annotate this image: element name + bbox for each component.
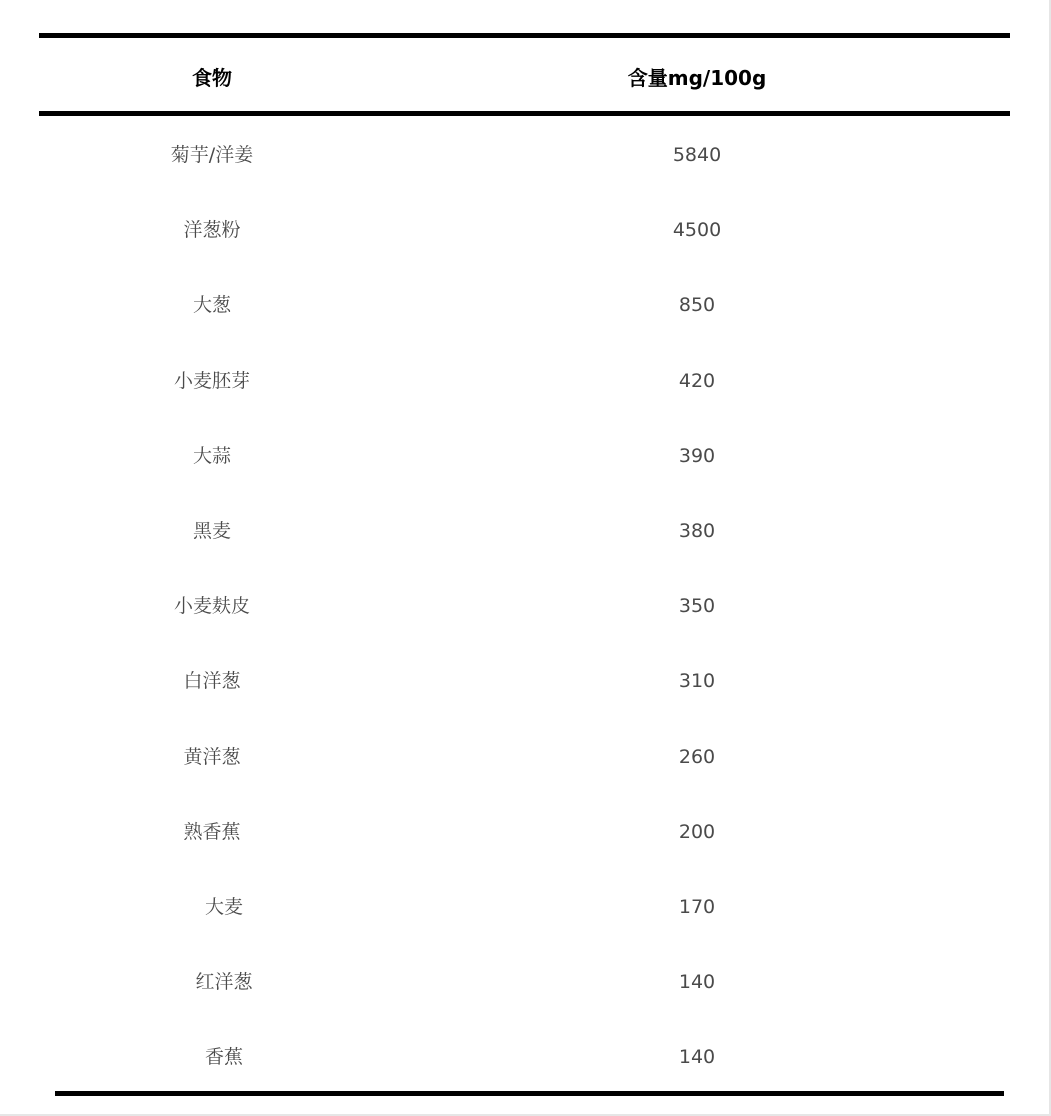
table-row: [0, 193, 1051, 268]
food-cell: 香蕉: [204, 1046, 243, 1069]
table-row: [0, 644, 1051, 719]
table-row: [0, 1020, 1051, 1095]
content-cell: 260: [678, 745, 716, 768]
food-cell: 菊芋/洋姜: [170, 144, 254, 166]
table-row: [0, 494, 1051, 569]
food-cell: 大蒜: [192, 444, 231, 467]
table-row: [0, 720, 1051, 795]
food-cell: 红洋葱: [195, 971, 253, 994]
food-cell: 洋葱粉: [183, 219, 241, 242]
food-cell: 黄洋葱: [183, 745, 241, 768]
food-cell: 小麦胚芽: [173, 369, 250, 392]
content-cell: 5840: [672, 144, 722, 166]
content-cell: 310: [678, 670, 716, 693]
table-row: [0, 945, 1051, 1020]
content-cell: 140: [678, 971, 716, 994]
content-cell: 390: [678, 444, 716, 467]
content-cell: 140: [678, 1046, 716, 1069]
header-food: 食物: [192, 66, 232, 90]
table-header-rule: [39, 111, 1010, 116]
food-cell: 白洋葱: [183, 670, 241, 693]
food-cell: 熟香蕉: [183, 820, 241, 843]
content-cell: 850: [678, 294, 716, 317]
table-header-row: [0, 38, 1051, 111]
content-cell: 380: [678, 519, 716, 542]
content-cell: 200: [678, 820, 716, 843]
table-row: [0, 569, 1051, 644]
food-cell: 黑麦: [192, 519, 231, 542]
food-cell: 小麦麸皮: [173, 595, 250, 618]
table-row: [0, 268, 1051, 343]
table-row: [0, 870, 1051, 945]
content-cell: 420: [678, 369, 716, 392]
table-row: [0, 118, 1051, 193]
content-cell: 170: [678, 895, 716, 918]
table-bottom-rule: [55, 1091, 1004, 1096]
table-row: [0, 419, 1051, 494]
content-cell: 350: [678, 595, 716, 618]
content-cell: 4500: [672, 219, 722, 242]
food-cell: 大葱: [192, 294, 231, 317]
header-content: 含量mg/100g: [627, 66, 767, 90]
table-row: [0, 344, 1051, 419]
food-cell: 大麦: [204, 895, 243, 918]
table-row: [0, 795, 1051, 870]
table-body: [0, 118, 1051, 1095]
